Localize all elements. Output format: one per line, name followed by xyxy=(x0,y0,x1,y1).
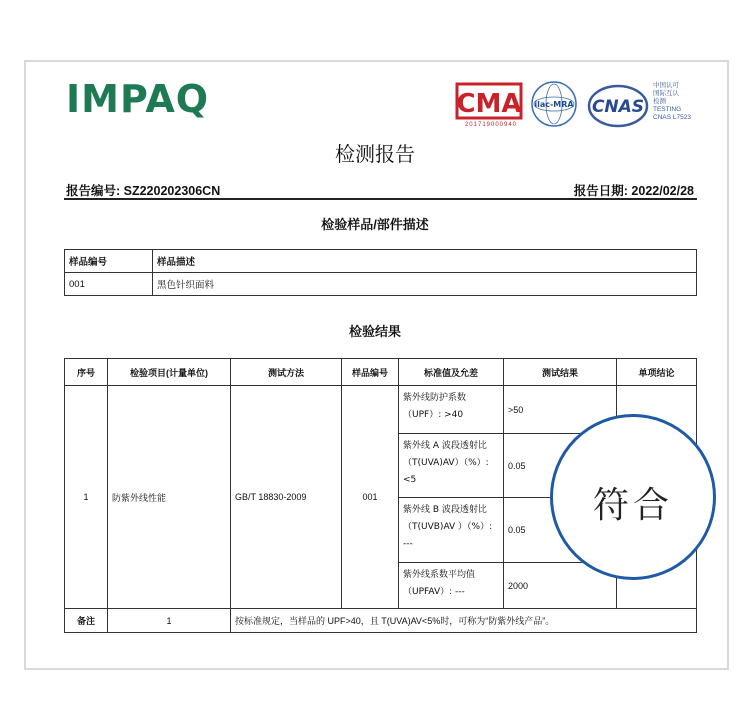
test-item-cell: 防紫外线性能 xyxy=(108,386,231,609)
result-cell: 2000 xyxy=(504,563,617,609)
header-cell: 单项结论 xyxy=(617,359,697,386)
cnas-text: CNAS xyxy=(591,97,645,117)
remark-row xyxy=(65,609,697,633)
result-cell: 0.05 xyxy=(504,498,617,563)
header-divider xyxy=(64,198,697,200)
results-header-row xyxy=(65,359,697,386)
standard-cell: 紫外线系数平均值 （UPFAV）: --- xyxy=(399,563,504,609)
ilac-mra-logo xyxy=(530,80,578,128)
sample-id-cell: 001 xyxy=(65,273,153,296)
remark-number-cell: 1 xyxy=(108,609,231,633)
header-cell: 标准值及允差 xyxy=(399,359,504,386)
sample-number-cell: 001 xyxy=(342,386,399,609)
impaq-logo: IMPAQ xyxy=(66,77,210,121)
cma-number: 201719000940 xyxy=(464,122,518,128)
row-number-cell: 1 xyxy=(65,386,108,609)
header-cell: 测试方法 xyxy=(231,359,342,386)
result-cell: 0.05 xyxy=(504,434,617,498)
table-row xyxy=(65,273,697,296)
header-cell: 序号 xyxy=(65,359,108,386)
header-cell: 样品编号 xyxy=(342,359,399,386)
header-cell: 样品描述 xyxy=(153,250,697,273)
cnas-logo xyxy=(587,84,649,128)
cma-text: CMA xyxy=(456,89,522,119)
result-cell: >50 xyxy=(504,386,617,434)
report-number: 报告编号: SZ220202306CN xyxy=(66,184,221,198)
remark-text-cell: 按标准规定，当样品的 UPF>40，且 T(UVA)AV<5%时，可称为“防紫外线产品”。 xyxy=(231,609,697,633)
header-cell: 样品编号 xyxy=(65,250,153,273)
stamp-text: 符合 xyxy=(592,485,673,526)
sample-table-header xyxy=(65,250,697,273)
page-title: 检测报告 xyxy=(335,142,415,166)
conformity-stamp xyxy=(550,414,716,580)
header-cell: 检验项目(计量单位) xyxy=(108,359,231,386)
standard-cell: 紫外线防护系数 （UPF）: >40 xyxy=(399,386,504,434)
result-section-title: 检验结果 xyxy=(348,324,401,339)
ilac-text: ilac-MRA xyxy=(534,100,574,109)
remark-label-cell: 备注 xyxy=(65,609,108,633)
sample-section-title: 检验样品/部件描述 xyxy=(321,217,429,232)
sample-table xyxy=(64,249,697,296)
cnas-caption: 中国认可 国际互认 检测 TESTING CNAS L7523 xyxy=(653,82,691,121)
standard-cell: 紫外线 B 波段透射比 （T(UVB)AV ）（%）: --- xyxy=(399,498,504,563)
sample-desc-cell: 黑色针织面料 xyxy=(153,273,697,296)
report-date: 报告日期: 2022/02/28 xyxy=(573,184,694,198)
test-method-cell: GB/T 18830-2009 xyxy=(231,386,342,609)
header-cell: 测试结果 xyxy=(504,359,617,386)
certification-logos xyxy=(455,78,700,136)
standard-cell: 紫外线 A 波段透射比 （T(UVA)AV）（%）: <5 xyxy=(399,434,504,498)
